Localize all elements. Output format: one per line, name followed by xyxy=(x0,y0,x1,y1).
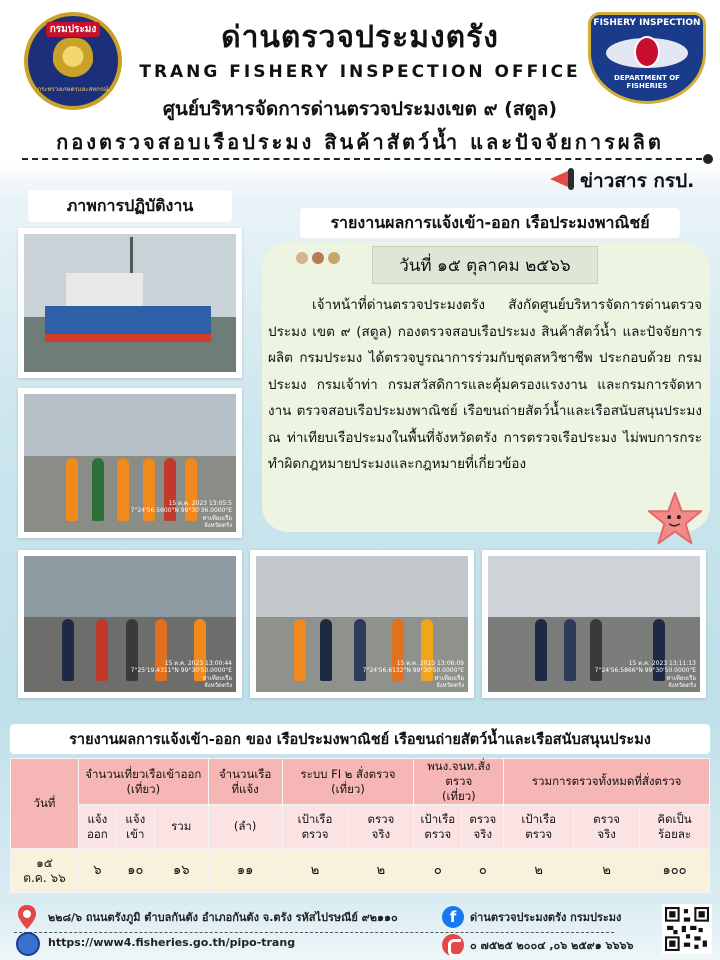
header-divider xyxy=(22,158,702,160)
group-trips: จำนวนเที่ยวเรือเข้าออก (เที่ยว) xyxy=(78,759,208,805)
footer-divider xyxy=(14,932,614,933)
megaphone-icon xyxy=(544,166,578,192)
sub-total-target: เป้าเรือ ตรวจ xyxy=(504,805,574,849)
group-fi2: ระบบ FI ๒ สั่งตรวจ (เที่ยว) xyxy=(282,759,414,805)
page-subtitle-division: กองตรวจสอบเรือประมง สินค้าสัตว์น้ำ และปัจจัยการผลิต xyxy=(56,130,664,154)
badge-core-icon xyxy=(634,36,660,68)
emblem-icon xyxy=(53,38,93,84)
decor-dot xyxy=(312,252,324,264)
col-date: วันที่ xyxy=(11,759,79,849)
sub-fi2-actual: ตรวจ จริง xyxy=(348,805,414,849)
cell-pnw-actual: ๐ xyxy=(462,849,504,893)
phone-icon xyxy=(442,934,464,956)
news-label: ข่าวสาร กรป. xyxy=(580,170,695,192)
activity-section-title: ภาพการปฏิบัติงาน xyxy=(28,190,232,222)
table-row xyxy=(11,849,710,893)
photo-inspection-2 xyxy=(250,550,474,698)
cell-fi2-actual: ๒ xyxy=(348,849,414,893)
cell-sum: ๑๖ xyxy=(154,849,208,893)
photo-boat xyxy=(18,228,242,378)
sub-fi2-target: เป้าเรือ ตรวจ xyxy=(282,805,348,849)
cell-total-target: ๒ xyxy=(504,849,574,893)
report-section-title: รายงานผลการแจ้งเข้า-ออก เรือประมงพาณิชย์ xyxy=(300,208,680,238)
photo-stamp: 15 ต.ค. 2023 13:00:44 7°25'19.4311"N 99°30'50.0000"E ท่าเทียบเรือ จังหวัดตรัง xyxy=(130,660,232,689)
sub-in: แจ้ง เข้า xyxy=(116,805,154,849)
sub-out: แจ้ง ออก xyxy=(78,805,116,849)
photo-inspection-3 xyxy=(482,550,706,698)
table-title: รายงานผลการแจ้งเข้า-ออก ของ เรือประมงพาณิชย์ เรือขนถ่ายสัตว์น้ำและเรือสนับสนุนประมง xyxy=(10,724,710,754)
cell-total-percent: ๑๐๐ xyxy=(640,849,710,893)
divider-dot xyxy=(703,154,713,164)
photo-stamp: 15 ต.ค. 2023 13:05:5 7°24'56.5600"N 99°30'36.0000"E ท่าเทียบเรือ จังหวัดตรัง xyxy=(130,500,232,529)
cell-pnw-target: ๐ xyxy=(414,849,462,893)
footer-facebook-page[interactable]: ด่านตรวจประมงตรัง กรมประมง xyxy=(470,911,622,924)
photo-inspection-1 xyxy=(18,550,242,698)
report-body: เจ้าหน้าที่ด่านตรวจประมงตรัง สังกัดศูนย์บริหารจัดการด่านตรวจประมง เขต ๙ (สตูล) กองตรวจสอบเรือประมง สินค้าสัตว์น้ำ และปัจจัยการผลิต กรมประมง ได้ตรวจบูรณาการร่วมกับชุดสหวิชาชีพ ประกอบด้วย กรมประมง กรมเจ้าท่า กรมสวัสดิการและคุ้มครองแรงงาน และกรมการจัดหางาน ตรวจสอบเรือประมงพาณิชย์ เรือขนถ่ายสัตว์น้ำและเรือสนับสนุนประมง ณ ท่าเทียบเรือประมงในพื้นที่จังหวัดตรัง การตรวจเรือประมง ไม่พบการกระทำผิดกฎหมายประมงและกฎหมายที่เกี่ยวข้อง xyxy=(268,297,702,472)
globe-icon xyxy=(16,932,40,956)
cell-fi2-target: ๒ xyxy=(282,849,348,893)
stats-table xyxy=(10,758,710,893)
group-pnw: พนง.จนท.สั่งตรวจ (เที่ยว) xyxy=(414,759,504,805)
facebook-icon[interactable]: f xyxy=(442,906,464,928)
logo-left-top-text: กรมประมง xyxy=(46,22,101,37)
footer-address: ๒๒๘/๖ ถนนตรังภูมิ ตำบลกันตัง อำเภอกันตัง จ.ตรัง รหัสไปรษณีย์ ๙๒๑๑๐ xyxy=(48,911,398,924)
photo-team xyxy=(18,388,242,538)
logo-right-top-text: FISHERY INSPECTION xyxy=(593,18,701,28)
logo-left-bottom-text: กระทรวงเกษตรและสหกรณ์ xyxy=(37,86,109,93)
group-total: รวมการตรวจทั้งหมดที่สั่งตรวจ xyxy=(504,759,710,805)
qr-code-icon[interactable] xyxy=(662,904,712,954)
sub-pnw-actual: ตรวจ จริง xyxy=(462,805,504,849)
sub-total-actual: ตรวจ จริง xyxy=(574,805,640,849)
cell-total-actual: ๒ xyxy=(574,849,640,893)
sub-pnw-target: เป้าเรือ ตรวจ xyxy=(414,805,462,849)
footer-website-link[interactable]: https://www4.fisheries.go.th/pipo-trang xyxy=(48,936,296,949)
cell-date: ๑๕ ต.ค. ๖๖ xyxy=(11,849,79,893)
page-subtitle-center: ศูนย์บริหารจัดการด่านตรวจประมงเขต ๙ (สตูล) xyxy=(162,98,558,120)
decor-dot xyxy=(296,252,308,264)
starfish-icon xyxy=(646,490,704,548)
photo-stamp: 15 ต.ค. 2023 13:11:13 7°24'56.5866"N 99°30'50.0000"E ท่าเทียบเรือ จังหวัดตรัง xyxy=(594,660,696,689)
sub-total-percent: คิดเป็น ร้อยละ xyxy=(640,805,710,849)
sub-unit: (ลำ) xyxy=(208,805,282,849)
logo-right-bottom-text: DEPARTMENT OF FISHERIES xyxy=(614,74,680,90)
group-boats: จำนวนเรือ ที่แจ้ง xyxy=(208,759,282,805)
report-date: วันที่ ๑๕ ตุลาคม ๒๕๖๖ xyxy=(372,246,598,284)
decor-dot xyxy=(328,252,340,264)
sub-sum: รวม xyxy=(154,805,208,849)
footer-phone: ๐ ๗๕๒๕ ๒๐๐๔ ,๐๖ ๒๕๙๑ ๖๖๖๖ xyxy=(470,939,634,952)
cell-out: ๖ xyxy=(78,849,116,893)
fishery-inspection-logo xyxy=(588,12,706,104)
photo-stamp: 15 ต.ค. 2023 13:06:09 7°24'56.6132"N 99°30'50.0000"E ท่าเทียบเรือ จังหวัดตรัง xyxy=(362,660,464,689)
cell-in: ๑๐ xyxy=(116,849,154,893)
page-title-english: TRANG FISHERY INSPECTION OFFICE xyxy=(139,62,581,82)
location-pin-icon xyxy=(16,904,38,930)
page-title: ด่านตรวจประมงตรัง xyxy=(221,20,499,55)
cell-boats: ๑๑ xyxy=(208,849,282,893)
